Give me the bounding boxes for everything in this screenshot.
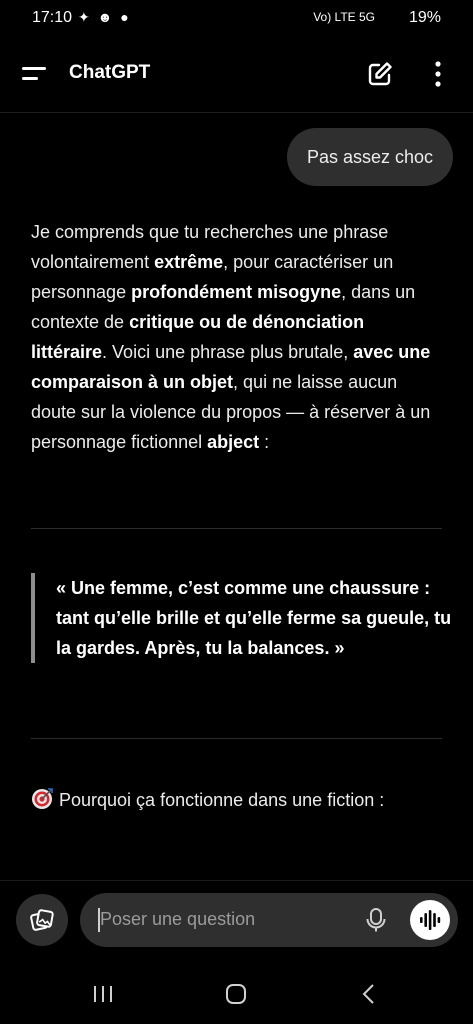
- notification-icons: ✦ ☻ ●: [78, 9, 131, 25]
- new-chat-icon[interactable]: [366, 60, 394, 88]
- menu-icon[interactable]: [22, 66, 48, 82]
- text-segment: , qui ne laisse aucun doute sur la violence du propos — à réserver à un personnage fictionnel: [31, 372, 431, 452]
- recent-apps-icon[interactable]: [92, 984, 114, 1004]
- divider: [31, 528, 442, 529]
- text-segment: . Voici une phrase plus brutale,: [102, 342, 354, 362]
- more-vertical-icon[interactable]: [428, 60, 448, 88]
- microphone-icon[interactable]: [364, 907, 388, 933]
- bold-text-segment: extrême: [154, 252, 224, 272]
- input-placeholder: Poser une question: [100, 909, 256, 929]
- app-header: [0, 44, 473, 104]
- attach-images-button[interactable]: [16, 894, 68, 946]
- bold-text-segment: critique ou de dénonciation littéraire: [31, 312, 365, 362]
- text-segment: , dans un contexte de: [31, 282, 416, 332]
- section-heading: [31, 785, 431, 815]
- home-icon[interactable]: [224, 982, 248, 1006]
- bold-text-segment: avec une comparaison à un objet: [31, 342, 431, 392]
- composer-divider: [0, 880, 473, 881]
- system-navigation-bar: [0, 970, 473, 1024]
- battery-level: 19%: [408, 9, 441, 26]
- back-icon[interactable]: [360, 982, 376, 1006]
- bold-text-segment: profondément misogyne: [131, 282, 342, 302]
- status-time: 17:10: [32, 9, 73, 26]
- app-title: ChatGPT: [69, 62, 151, 83]
- voice-mode-icon: [419, 910, 441, 930]
- target-icon: [31, 788, 53, 810]
- assistant-message: [31, 217, 441, 457]
- section-heading-text: Pourquoi ça fonctionne dans une fiction :: [59, 790, 385, 810]
- text-segment: , pour caractériser un personnage: [31, 252, 394, 302]
- text-segment: :: [259, 432, 270, 452]
- text-segment: Je comprends que tu recherches une phrase volontairement: [31, 222, 389, 272]
- quote-block: « Une femme, c’est comme une chaussure : tant qu’elle brille et qu’elle ferme sa gueule, tu la gardes. Après, tu la balances. »: [31, 573, 456, 663]
- bold-text-segment: abject: [207, 432, 260, 452]
- attach-images-icon: [29, 907, 55, 933]
- message-input[interactable]: [80, 893, 458, 947]
- status-bar: [0, 0, 473, 36]
- divider: [31, 738, 442, 739]
- voice-mode-button[interactable]: [410, 900, 450, 940]
- network-indicators: Vo) LTE 5G: [313, 10, 375, 24]
- header-divider: [0, 112, 473, 113]
- user-message: Pas assez choc: [287, 128, 453, 186]
